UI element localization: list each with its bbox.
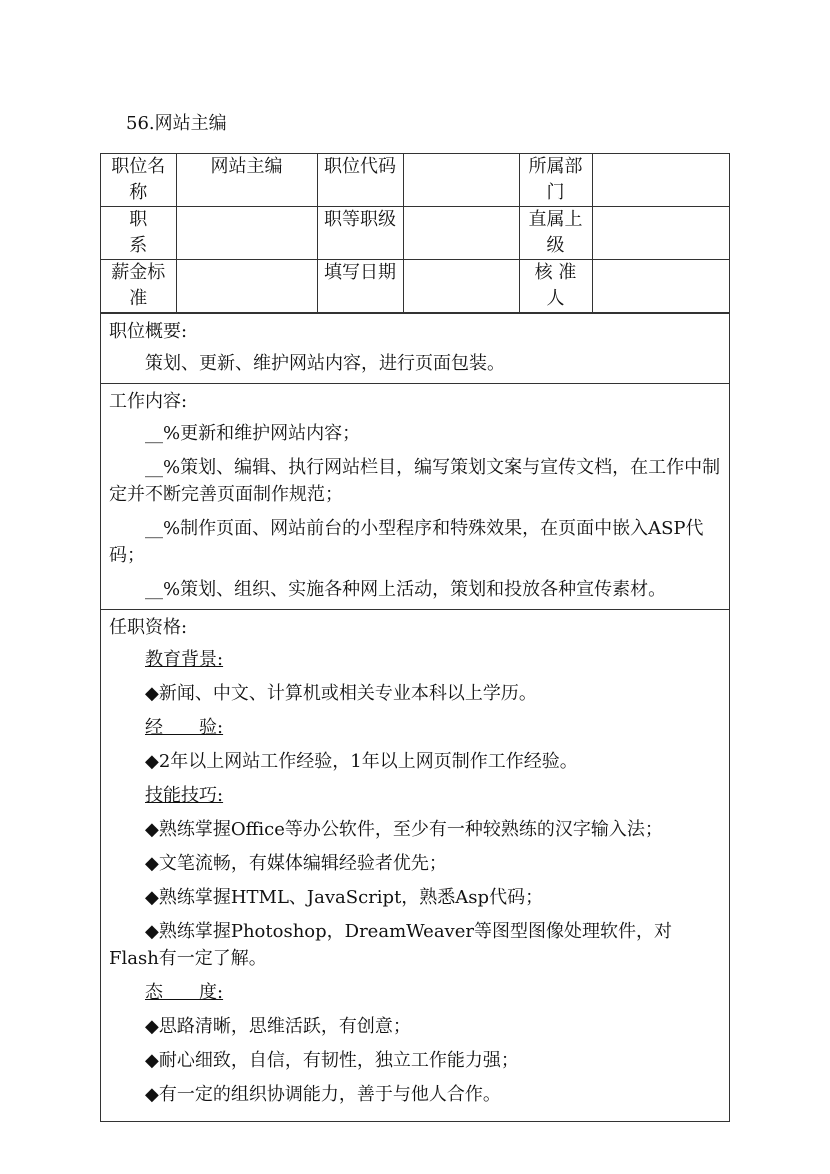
page-title: 56.网站主编: [126, 113, 227, 134]
value-job-family: [176, 207, 317, 260]
label-department: 所属部门: [519, 154, 592, 207]
value-direct-supervisor: [592, 207, 729, 260]
label-fill-date: 填写日期: [317, 260, 403, 313]
label-approver: 核 准 人: [519, 260, 592, 313]
value-grade-level: [403, 207, 519, 260]
education-label: 教育背景:: [145, 649, 224, 670]
experience-label: 经 验:: [145, 717, 224, 738]
duties-section: [101, 383, 729, 609]
duties-title: 工作内容:: [109, 391, 188, 412]
info-row-1: [101, 154, 729, 207]
qualifications-section: [101, 609, 729, 1121]
value-position-name: 网站主编: [176, 154, 317, 207]
skill-item: ◆熟练掌握Office等办公软件，至少有一种较熟练的汉字输入法；: [145, 819, 663, 840]
skills-heading: [109, 782, 721, 809]
label-direct-supervisor: 直属上级: [519, 207, 592, 260]
attitude-item: ◆耐心细致，自信，有韧性，独立工作能力强；: [145, 1050, 519, 1071]
label-job-family: 职 系: [101, 207, 176, 260]
duty-item: __%策划、编辑、执行网站栏目，编写策划文案与宣传文档，在工作中制定并不断完善页面制作规范；: [109, 457, 721, 505]
overview-text: 策划、更新、维护网站内容，进行页面包装。: [145, 353, 505, 374]
skill-item: ◆文笔流畅，有媒体编辑经验者优先；: [145, 853, 447, 874]
info-table: [101, 154, 729, 313]
skill-item: ◆熟练掌握Photoshop，DreamWeaver等图型图像处理软件，对Flash有一定了解。: [109, 921, 672, 969]
duty-item: __%制作页面、网站前台的小型程序和特殊效果，在页面中嵌入ASP代码；: [109, 518, 704, 566]
attitude-item: ◆有一定的组织协调能力，善于与他人合作。: [145, 1084, 501, 1105]
label-position-name: 职位名称: [101, 154, 176, 207]
info-row-3: [101, 260, 729, 313]
value-position-code: [403, 154, 519, 207]
info-row-2: [101, 207, 729, 260]
duty-item: __%更新和维护网站内容；: [145, 423, 361, 444]
experience-item: ◆2年以上网站工作经验，1年以上网页制作工作经验。: [145, 751, 578, 772]
value-department: [592, 154, 729, 207]
attitude-item: ◆思路清晰，思维活跃，有创意；: [145, 1016, 411, 1037]
label-salary-standard: 薪金标准: [101, 260, 176, 313]
skills-label: 技能技巧:: [145, 785, 224, 806]
experience-heading: [109, 714, 721, 741]
overview-title: 职位概要:: [109, 321, 188, 342]
job-description-form: [100, 153, 730, 1122]
value-fill-date: [403, 260, 519, 313]
attitude-heading: [109, 979, 721, 1006]
qualifications-title: 任职资格:: [109, 617, 188, 638]
value-salary-standard: [176, 260, 317, 313]
attitude-label: 态 度:: [145, 982, 224, 1003]
overview-section: [101, 313, 729, 383]
education-item: ◆新闻、中文、计算机或相关专业本科以上学历。: [145, 683, 537, 704]
skill-item: ◆熟练掌握HTML、JavaScript，熟悉Asp代码；: [145, 887, 544, 908]
label-grade-level: 职等职级: [317, 207, 403, 260]
duty-item: __%策划、组织、实施各种网上活动，策划和投放各种宣传素材。: [145, 579, 667, 600]
education-heading: [109, 646, 721, 673]
value-approver: [592, 260, 729, 313]
label-position-code: 职位代码: [317, 154, 403, 207]
